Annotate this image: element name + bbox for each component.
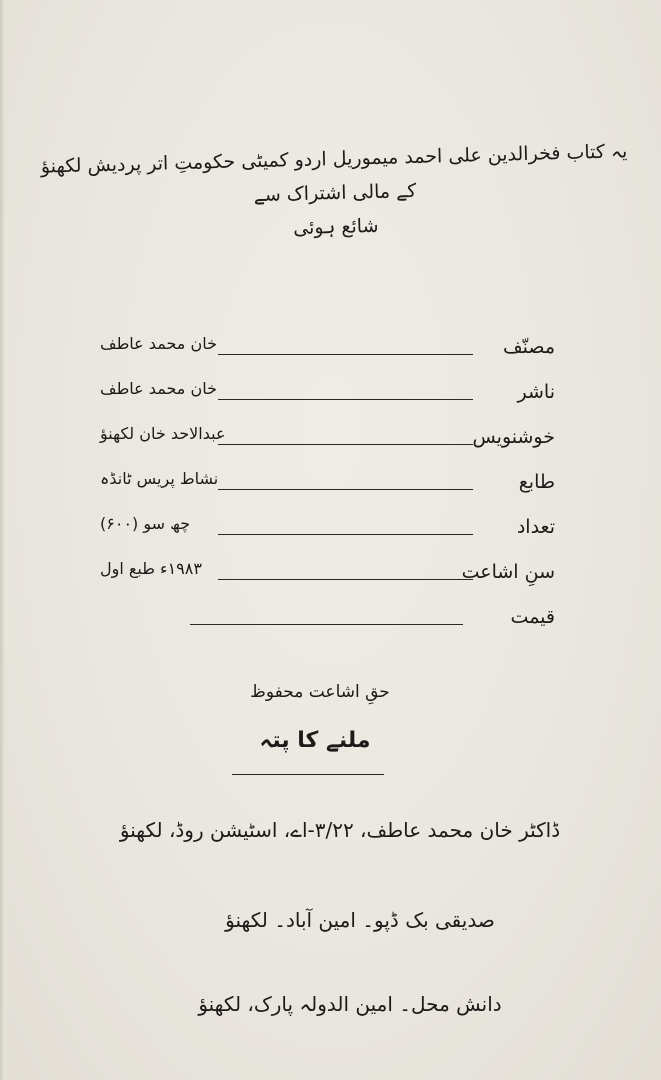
address-heading: ملنے کا پتہ — [259, 728, 371, 753]
page-edge-shadow — [0, 0, 6, 1080]
publisher-label: ناشر — [517, 381, 555, 403]
address-line-1: ڈاکٹر خان محمد عاطف، ۳/۲۲-اے، اسٹیشن روڈ، لکھنؤ — [119, 818, 561, 842]
detail-row-printer — [100, 465, 555, 510]
imprint-details — [100, 330, 555, 645]
fill-line — [218, 354, 473, 355]
author-value: خان محمد عاطف — [100, 334, 217, 353]
sponsor-note-line1: یہ کتاب فخرالدین علی احمد میموریل اردو کمیٹی حکومتِ اتر پردیش لکھنؤ کے مالی اشتراک سے — [40, 140, 628, 207]
detail-row-publisher — [100, 375, 555, 420]
year-value: ۱۹۸۳ء طبع اول — [100, 559, 202, 578]
year-label: سنِ اشاعت — [461, 561, 555, 583]
publisher-value: خان محمد عاطف — [100, 379, 217, 398]
detail-row-price — [100, 600, 555, 645]
calligrapher-value: عبدالاحد خان لکھنؤ — [100, 424, 226, 443]
copyright-notice: حقِ اشاعت محفوظ — [250, 682, 390, 702]
detail-row-author — [100, 330, 555, 375]
detail-row-year — [100, 555, 555, 600]
sponsor-note — [29, 134, 641, 252]
fill-line — [218, 534, 473, 535]
quantity-value: چھ سو (۶۰۰) — [100, 514, 191, 533]
address-line-2: صدیقی بک ڈپو۔ امین آباد۔ لکھنؤ — [225, 908, 495, 932]
fill-line — [218, 579, 473, 580]
printer-value: نشاط پریس ٹانڈہ — [100, 469, 219, 488]
printer-label: طابع — [518, 471, 555, 493]
author-label: مصنّف — [502, 336, 555, 358]
detail-row-quantity — [100, 510, 555, 555]
heading-underline — [232, 774, 384, 775]
quantity-label: تعداد — [516, 516, 555, 538]
fill-line — [218, 399, 473, 400]
detail-row-calligrapher — [100, 420, 555, 465]
fill-line — [190, 624, 463, 625]
fill-line — [218, 489, 473, 490]
calligrapher-label: خوشنویس — [472, 426, 555, 448]
fill-line — [218, 444, 473, 445]
address-line-3: دانش محل۔ امین الدولہ پارک، لکھنؤ — [198, 992, 502, 1016]
sponsor-note-line2: شائع ہوئی — [292, 215, 379, 240]
price-label: قیمت — [510, 606, 555, 628]
